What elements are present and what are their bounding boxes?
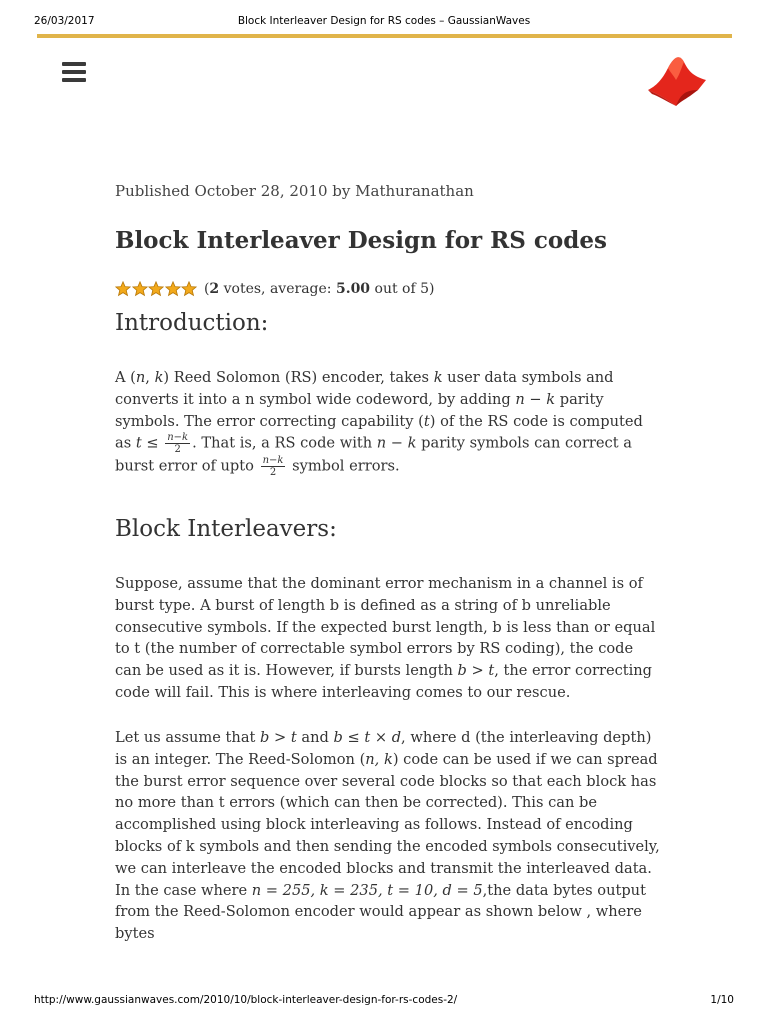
rating-suffix: out of 5) bbox=[370, 281, 435, 297]
text: parity symbols can correct a burst error of upto bbox=[115, 434, 632, 475]
print-page-title: Block Interleaver Design for RS codes – GaussianWaves bbox=[237, 15, 531, 27]
math: , bbox=[145, 369, 155, 386]
print-date: 26/03/2017 bbox=[34, 15, 95, 27]
star-icon[interactable] bbox=[132, 281, 148, 297]
print-header bbox=[34, 15, 734, 31]
rating-open: ( bbox=[203, 281, 210, 297]
math: b ≤ t × d bbox=[333, 729, 402, 746]
section-heading-introduction: Introduction: bbox=[115, 310, 269, 336]
fraction-denominator: 2 bbox=[174, 444, 181, 456]
math: n bbox=[135, 369, 146, 386]
text: Suppose, assume that the dominant error mechanism in a channel is of burst type. A burst of length b is defined as a string of b unreliable consecutive symbols. If the expected burst length, b is less than or equal to t (the number of correctable symbol errors by RS coding), the code can be used as it is. However, if bursts length bbox=[115, 575, 656, 680]
math: n − k bbox=[515, 390, 556, 408]
block-paragraph-1 bbox=[115, 573, 660, 704]
rating-mid: votes, average: bbox=[219, 281, 336, 297]
fraction bbox=[165, 432, 190, 455]
post-meta: Published October 28, 2010 by Mathuranathan bbox=[115, 182, 474, 200]
fraction bbox=[261, 455, 286, 478]
math: n = 255, k = 235, t = 10, d = 5 bbox=[251, 881, 483, 899]
math: k bbox=[154, 369, 164, 386]
star-icon[interactable] bbox=[148, 281, 164, 297]
math: n − k bbox=[376, 434, 417, 452]
text: and bbox=[296, 729, 334, 746]
text: A ( bbox=[115, 369, 136, 386]
text: parity symbols. The error correcting capability ( bbox=[115, 390, 604, 430]
intro-paragraph bbox=[115, 367, 660, 478]
text: Let us assume that bbox=[115, 729, 261, 746]
text: ) code can be used if we can spread the burst error sequence over several code blocks so that each block has no more than t errors (which can then be corrected). This can be accomplished using block interleaving as follows. Instead of encoding blocks of k symbols and then sending the encoded symbols consecutively, we can interleave the encoded blocks and transmit the interleaved data. In the case where bbox=[115, 750, 660, 899]
header-divider bbox=[37, 34, 732, 38]
section-heading-block-interleavers: Block Interleavers: bbox=[115, 516, 337, 542]
text: ,the data bytes output from the Reed-Solomon encoder would appear as shown below , where bytes bbox=[115, 881, 646, 943]
fraction-numerator: n−k bbox=[262, 455, 284, 467]
text: , the error correcting code will fail. This is where interleaving comes to our rescue. bbox=[115, 662, 653, 701]
star-icon[interactable] bbox=[181, 281, 197, 297]
text: user data symbols and converts it into a n symbol wide codeword, by adding bbox=[115, 369, 614, 408]
star-rating[interactable] bbox=[115, 281, 198, 297]
math: b > t bbox=[260, 729, 297, 746]
rating-widget bbox=[115, 281, 434, 297]
math: k bbox=[433, 369, 443, 386]
text: ) of the RS code is computed as bbox=[115, 412, 643, 452]
text: , where d (the interleaving depth) is an integer. The Reed-Solomon ( bbox=[115, 729, 652, 768]
fraction-denominator: 2 bbox=[269, 467, 277, 479]
block-paragraph-2 bbox=[115, 727, 660, 945]
text: ) Reed Solomon (RS) encoder, takes bbox=[163, 369, 434, 386]
page-title: Block Interleaver Design for RS codes bbox=[115, 227, 607, 254]
text: symbol errors. bbox=[287, 457, 400, 475]
hamburger-menu-icon[interactable] bbox=[62, 62, 86, 82]
math: n, k bbox=[365, 750, 393, 768]
page-number: 1/10 bbox=[710, 994, 734, 1006]
fraction-numerator: n−k bbox=[167, 432, 189, 444]
matlab-peak-logo-icon[interactable] bbox=[646, 50, 708, 108]
vote-count: 2 bbox=[209, 281, 220, 297]
star-icon[interactable] bbox=[115, 281, 131, 297]
rating-average: 5.00 bbox=[335, 281, 371, 297]
math: b > t bbox=[457, 662, 495, 680]
star-icon[interactable] bbox=[165, 281, 181, 297]
math: t ≤ bbox=[135, 434, 164, 452]
rating-text bbox=[200, 281, 435, 297]
text: . That is, a RS code with bbox=[192, 434, 377, 452]
page-url[interactable]: http://www.gaussianwaves.com/2010/10/block-interleaver-design-for-rs-codes-2/ bbox=[34, 994, 458, 1006]
math: t bbox=[423, 412, 430, 430]
